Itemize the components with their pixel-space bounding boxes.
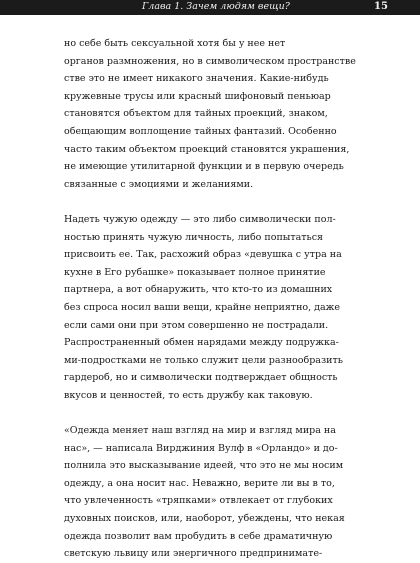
text-line: кружевные трусы или красный шифоновый пеньюар (64, 90, 331, 102)
text-line: светскую львицу или энергичного предпринимате- (64, 548, 323, 560)
paragraph-gap (64, 193, 364, 211)
text-line: Распространенный обмен нарядами между подружка- (64, 337, 339, 349)
text-line: что увлеченность «тряпками» отвлекает от глубоких (64, 495, 333, 507)
text-line: органов размножения, но в символическом пространстве (64, 55, 356, 67)
text-line: полнила это высказывание идеей, что это не мы носим (64, 460, 344, 472)
text-line: обещающим воплощение тайных фантазий. Особенно (64, 125, 337, 137)
text-line: ми-подростками не только служит цели разнообразить (64, 354, 343, 366)
text-line: Надеть чужую одежду — это либо символически пол- (64, 213, 336, 225)
text-line: часто таким объектом проекций становятся украшения, (64, 143, 350, 155)
paragraph (64, 211, 364, 405)
text-line: связанные с эмоциями и желаниями. (64, 178, 254, 190)
text-line: стве это не имеет никакого значения. Какие-нибудь (64, 73, 329, 85)
text-line: одежду, а она носит нас. Неважно, верите ли вы в то, (64, 477, 335, 489)
running-header (0, 0, 420, 15)
text-line: «Одежда меняет наш взгляд на мир и взгляд мира на (64, 425, 336, 437)
text-line: духовных поисков, или, наоборот, убеждены, что некая (64, 513, 345, 525)
text-line: вкусов и ценностей, то есть дружбу как таковую. (64, 389, 313, 401)
text-line: без спроса носил ваши вещи, крайне неприятно, даже (64, 301, 341, 313)
paragraph (64, 35, 364, 193)
page-number: 15 (374, 1, 388, 12)
paragraph (64, 422, 364, 563)
text-line: одежда позволит вам пробудить в себе драматичную (64, 530, 333, 542)
text-line: гардероб, но и символически подтверждает общность (64, 372, 338, 384)
text-line: ностью принять чужую личность, либо попытаться (64, 231, 324, 243)
text-line: партнера, а вот обнаружить, что кто-то из домашних (64, 284, 333, 296)
text-line: но себе быть сексуальной хотя бы у нее нет (64, 38, 286, 49)
text-line: не имеющие утилитарной функции и в первую очередь (64, 161, 344, 173)
body-text (64, 35, 364, 563)
running-title: Глава 1. Зачем людям вещи? (142, 1, 290, 12)
text-line: кухне в Его рубашке» показывает полное принятие (64, 266, 326, 278)
text-line: присвоить ее. Так, расхожий образ «девушка с утра на (64, 249, 342, 261)
paragraph-gap (64, 404, 364, 422)
text-line: нас», — написала Вирджиния Вулф в «Орландо» и до- (64, 442, 338, 454)
text-line: становятся объектом для тайных проекций, знаком, (64, 108, 328, 120)
text-line: если сами они при этом совершенно не пострадали. (64, 319, 329, 331)
